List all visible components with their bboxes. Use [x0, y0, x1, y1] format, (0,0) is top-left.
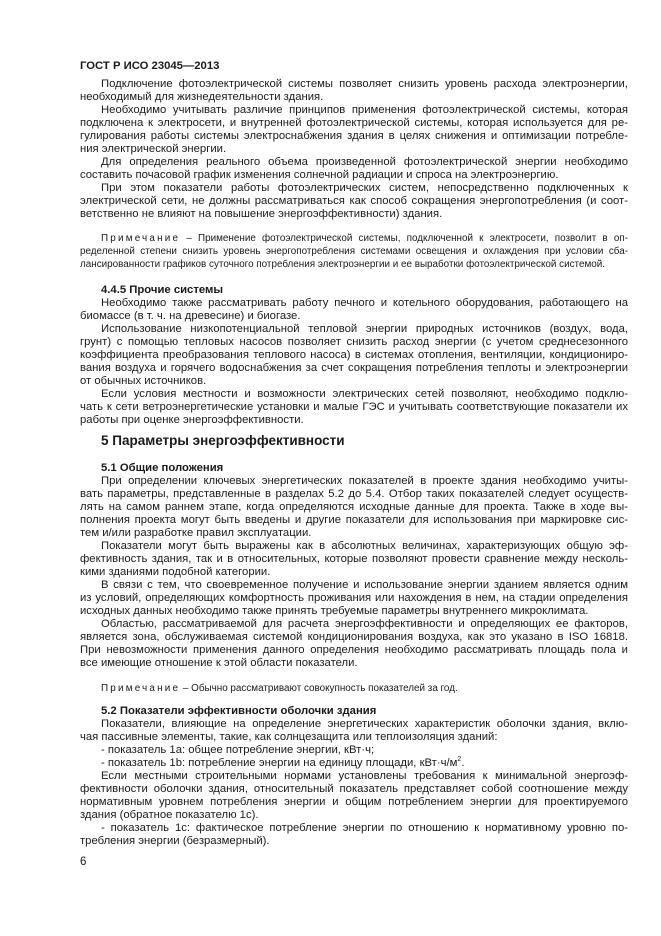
- text-line: подключена к электросети, и внутренней фотоэлектрической системы, которая используется для ре-: [80, 117, 628, 129]
- heading-section-5: 5 Параметры энергоэффективности: [101, 433, 345, 448]
- text-line: чать к сети ветроэнергетические установки и малые ГЭС и учитывать соответствующие показатели их: [80, 401, 628, 413]
- text-line: здания (обратное показателю 1с).: [80, 809, 259, 821]
- section-5-2-body: [80, 718, 628, 848]
- text-line: Показатели, влияющие на определение энергетических характеристик оболочки здания, вклю-: [101, 718, 628, 730]
- text-line: коэффициента преобразования теплового насоса) в системах отопления, вентиляции, кондициониро-: [80, 349, 628, 361]
- text-line: грунт) с помощью тепловых насосов позволяет снизить расход энергии (с учетом среднесезонного: [80, 336, 628, 348]
- section-4-4-5-body: [80, 297, 628, 427]
- text-line: При определении ключевых энергетических показателей в проекте здания необходимо учиты-: [101, 475, 628, 487]
- text-line: электрической сети, не должны рассматриваться как способ сокращения энергопотребления (и соот-: [80, 195, 628, 207]
- document-header: ГОСТ Р ИСО 23045—2013: [80, 60, 220, 72]
- paragraph: [80, 618, 628, 670]
- text-line: ветственно не влияют на повышение энергоэффективности) здания.: [80, 208, 443, 220]
- text-line: фективность здания, так и в относительных, которые позволяют провести сравнение между несколь-: [80, 553, 628, 565]
- text-line: из условий, определяющих комфортность проживания или нахождения в нем, на стадии определения: [80, 592, 628, 604]
- note-2: [80, 682, 628, 695]
- paragraph: [80, 297, 628, 323]
- note-text: – Применение фотоэлектрической системы, подключенной к электросети, позволит в оп-: [186, 233, 628, 244]
- text-line: составить почасовой график изменения солнечной радиации и спроса на электроэнергию.: [80, 169, 559, 181]
- page-number: 6: [80, 856, 87, 868]
- paragraph: [80, 744, 628, 757]
- paragraph: [80, 540, 628, 579]
- text-line: тем и/или разработке правил эксплуатации.: [80, 527, 312, 539]
- note-1: [80, 232, 628, 271]
- text-line: Для определения реального объема произведенной фотоэлектрической энергии необходимо: [101, 156, 628, 168]
- text-line: вать параметры, представленные в разделах 5.2 до 5.4. Отбор таких показателей следует осуществ-: [80, 488, 628, 500]
- text-line: гулирования работы системы электроснабжения здания в целях снижения и оптимизации потребле-: [80, 130, 628, 142]
- paragraph: [80, 104, 628, 156]
- section-4-4-4-body: [80, 78, 628, 221]
- text-line: кими зданиями подобной категории.: [80, 566, 271, 578]
- heading-5-1: 5.1 Общие положения: [101, 462, 224, 474]
- text-line: Подключение фотоэлектрической системы позволяет снизить уровень расхода электроэнергии,: [101, 78, 628, 90]
- text-line: - показатель 1с: фактическое потребление энергии по отношению к нормативному уровню по-: [101, 822, 628, 834]
- text-line: Если условия местности и возможности электрических сетей позволяют, необходимо подклю-: [101, 388, 628, 400]
- text-line: от обычных источников.: [80, 375, 207, 387]
- text-line: Показатели могут быть выражены как в абсолютных величинах, характеризующих общую эф-: [101, 540, 628, 552]
- text-line: фективности оболочки здания, относительный показатель представляет собой соотношение между: [80, 783, 628, 795]
- note-text: ределенной степени снизить уровень энергопотребления системами освещения и охлаждения при условии сба-: [80, 246, 628, 257]
- text-line: вания воздуха и горячего водоснабжения за счет сокращения потребления теплоты и электроэнергии: [80, 362, 628, 374]
- text-line: - показатель 1а: общее потребление энергии, кВт·ч;: [101, 744, 375, 756]
- text-line: Необходимо также рассматривать работу печного и котельного оборудования, работающего на: [101, 297, 628, 309]
- text-line: работы при оценке энергоэффективности.: [80, 414, 304, 426]
- paragraph: [80, 323, 628, 388]
- paragraph: [80, 822, 628, 848]
- note-line: [80, 245, 628, 258]
- paragraph: [80, 156, 628, 182]
- heading-4-4-5: 4.4.5 Прочие системы: [101, 284, 224, 296]
- text-line: Необходимо учитывать различие принципов применения фотоэлектрической системы, которая: [101, 104, 628, 116]
- note-label: Примечание: [101, 683, 181, 694]
- text-line: необходимый для жизнедеятельности здания.: [80, 91, 324, 103]
- text-line: - показатель 1b: потребление энергии на единицу площади, $кВт\cdot ч/м^2$.: [101, 756, 465, 769]
- text-line: лять на самом раннем этапе, когда определяются исходные данные для проекта. Также в ходе вы-: [80, 501, 628, 513]
- text-line: Использование низкопотенциальной тепловой энергии природных источников (воздух, вода,: [101, 323, 628, 335]
- paragraph: [80, 78, 628, 104]
- superscript: 2: [457, 756, 462, 764]
- text-line: В связи с тем, что своевременное получение и использование энергии зданием является одним: [101, 579, 628, 591]
- note-line: [80, 682, 628, 695]
- heading-5-2: 5.2 Показатели эффективности оболочки здания: [101, 705, 377, 717]
- text-line: все имеющие отношение к этой области показатели.: [80, 657, 358, 669]
- section-5-1-body: [80, 475, 628, 670]
- text-line: биомассе (в т. ч. на древесине) и биогазе.: [80, 310, 301, 322]
- text-line: является зона, обслуживаемая системой кондиционирования воздуха, как это указано в ISO 16818.: [80, 631, 628, 643]
- paragraph: [80, 718, 628, 744]
- paragraph: [80, 475, 628, 540]
- note-line: [80, 258, 628, 271]
- note-label: Примечание: [101, 233, 181, 244]
- text-line: Если местными строительными нормами установлены требования к минимальной энергоэф-: [101, 770, 628, 782]
- paragraph: [80, 579, 628, 618]
- text-line: При этом показатели работы фотоэлектрических систем, непосредственно подключенных к: [101, 182, 628, 194]
- note-text: лансированности графиков суточного потребления электроэнергии и ее выработки фотоэлектрической системой.: [80, 259, 605, 270]
- paragraph: [80, 757, 628, 770]
- paragraph: [80, 388, 628, 427]
- text-line: чая пассивные элементы, такие, как солнцезащита или теплоизоляция зданий:: [80, 731, 498, 743]
- text-line: исходных данных необходимо также принять требуемые параметры внутреннего микроклимата.: [80, 605, 589, 617]
- text-line: нормативным уровнем потребления энергии и общим потреблением энергии для проектируемого: [80, 796, 628, 808]
- paragraph: [80, 770, 628, 822]
- period: .: [461, 757, 465, 769]
- text-line: требления энергии (безразмерный).: [80, 835, 270, 847]
- note-line: [80, 232, 628, 245]
- paragraph: [80, 182, 628, 221]
- note-text: – Обычно рассматривают совокупность показателей за год.: [182, 683, 458, 694]
- text-line: При невозможности применения данного определения необходимо рассматривать площадь пола и: [80, 644, 628, 656]
- text-line: Областью, рассматриваемой для расчета энергоэффективности и определяющих ее факторов,: [101, 618, 628, 630]
- text-line: полнения проекта могут быть введены и другие показатели для использования при маркировке сис-: [80, 514, 628, 526]
- text-line: ния электрической энергии.: [80, 143, 227, 155]
